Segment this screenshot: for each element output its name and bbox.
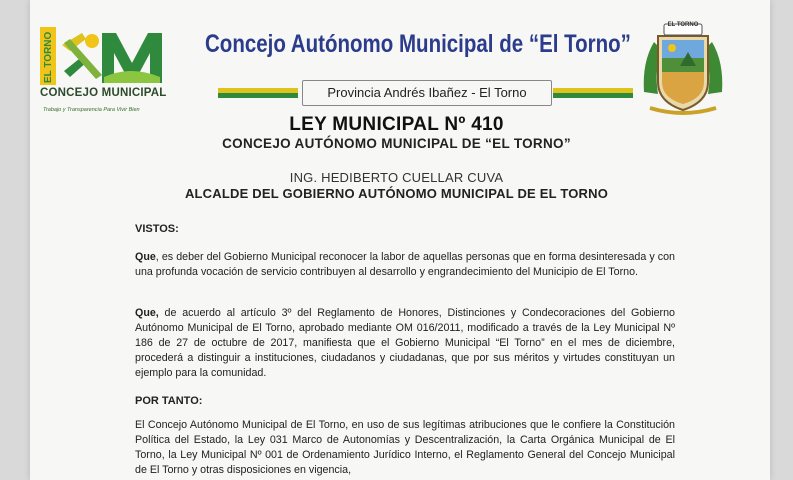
province-label: Provincia Andrés Ibañez - El Torno: [302, 80, 552, 106]
whereas-paragraph-1: [135, 250, 675, 280]
province-band: [218, 83, 633, 103]
cm-logo-icon: [40, 25, 170, 87]
por-tanto-heading: POR TANTO:: [135, 395, 203, 407]
flag-stripe-left: [218, 88, 298, 98]
council-logo: [40, 25, 200, 120]
vistos-heading: VISTOS:: [135, 223, 179, 235]
whereas-lead-2: Que,: [135, 307, 159, 319]
whereas-paragraph-2: [135, 306, 675, 381]
coat-of-arms-icon: [640, 22, 726, 117]
municipal-shield: [640, 22, 726, 117]
law-title: LEY MUNICIPAL Nº 410: [289, 114, 504, 135]
mayor-name: ING. HEDIBERTO CUELLAR CUVA: [289, 170, 504, 185]
whereas-text-1: , es deber del Gobierno Municipal reconocer la labor de aquellas personas que en forma desinteresada y con una profunda vocación de servicio contribuyen al desarrollo y engrandecimiento del Municipio de El Torno.: [135, 251, 675, 278]
whereas-text-2: de acuerdo al artículo 3º del Reglamento de Honores, Distinciones y Condecoraciones del Gobierno Autónomo Municipal de El Torno, aprobado mediante OM 016/2011, modificado a través de la Ley Municipal Nº 186 de 27 de octubre de 2017, manifiesta que el Gobierno Municipal “El Torno” en el mes de diciembre, procederá a distinguir a instituciones, ciudadanos y ciudadanas, que por sus méritos y virtudes constituyan un ejemplo para la comunidad.: [135, 307, 675, 379]
council-title: Concejo Autónomo Municipal de “El Torno”: [205, 30, 631, 58]
svg-text:EL TORNO: EL TORNO: [43, 31, 54, 83]
shield-motto: EL TORNO: [667, 22, 699, 28]
logo-brand: CONCEJO MUNICIPAL: [40, 87, 167, 99]
por-tanto-paragraph: El Concejo Autónomo Municipal de El Torno, en uso de sus legítimas atribuciones que le confiere la Constitución Política del Estado, la Ley 031 Marco de Autonomías y Descentralización, la Carta Orgánica Municipal de El Torno, la Ley Municipal Nº 001 de Ordenamiento Jurídico Interno, el Reglamento General del Concejo Municipal de El Torno y otras disposiciones en vigencia,: [135, 419, 675, 476]
whereas-lead-1: Que: [135, 251, 156, 263]
flag-stripe-right: [553, 88, 633, 98]
mayor-title: ALCALDE DEL GOBIERNO AUTÓNOMO MUNICIPAL DE EL TORNO: [184, 186, 609, 201]
logo-slogan: Trabajo y Transparencia Para Vivir Bien: [43, 107, 140, 113]
law-issuer: CONCEJO AUTÓNOMO MUNICIPAL DE “EL TORNO”: [222, 136, 571, 151]
